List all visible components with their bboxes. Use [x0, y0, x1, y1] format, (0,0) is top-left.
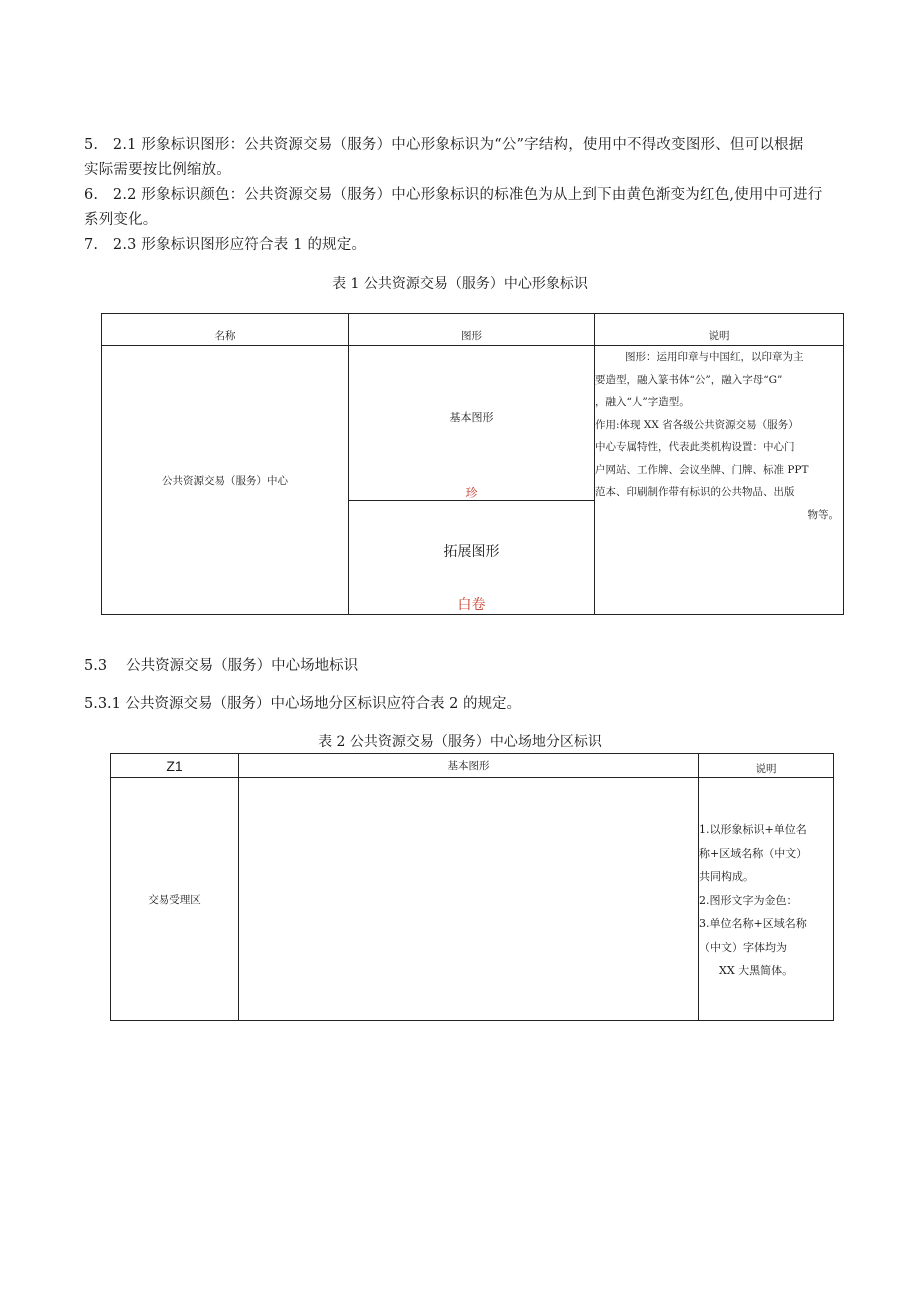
table1-basic-figure-cell [349, 346, 595, 501]
desc-line: 作用:体现 XX 省各级公共资源交易（服务） [595, 418, 799, 431]
desc-line: ，融入“人”字造型。 [595, 396, 690, 408]
table2-header-zone-code: Z1 [111, 754, 239, 778]
paragraph-line: 7. 2.3 形象标识图形应符合表 1 的规定。 [84, 237, 367, 253]
paragraph-5-2-1 [84, 133, 854, 183]
paragraph-5-2-2 [84, 183, 854, 233]
table2-header-description: 说明 [699, 754, 834, 778]
desc-line: 2.图形文字为金色： [699, 893, 798, 907]
paragraph-line: 6. 2.2 形象标识颜色：公共资源交易（服务）中心形象标识的标准色为从上到下由黄色渐变为红色,使用中可进行 [84, 187, 823, 203]
table2-header-figure: 基本图形 [239, 754, 699, 778]
desc-line: XX 大黑简体。 [719, 964, 794, 977]
table2-caption: 表 2 公共资源交易（服务）中心场地分区标识 [318, 734, 602, 750]
paragraph-line: 实际需要按比例缩放。 [84, 162, 231, 178]
desc-line: 称+区域名称（中文） [699, 846, 808, 860]
desc-line: 范本、印刷制作带有标识的公共物品、出版 [595, 486, 795, 498]
desc-line: 户网站、工作牌、会议坐牌、门牌、标准 PPT [595, 463, 809, 476]
desc-line: 物等。 [807, 508, 839, 521]
section-heading: 5.3 公共资源交易（服务）中心场地标识 [84, 658, 359, 674]
table2-figure-cell [239, 778, 699, 1021]
desc-line: （中文）字体均为 [699, 940, 787, 954]
zone-name: 交易受理区 [148, 893, 201, 906]
table1-caption: 表 1 公共资源交易（服务）中心形象标识 [332, 276, 588, 292]
extended-figure-mark: 白卷 [457, 597, 486, 613]
table2 [110, 753, 834, 1021]
paragraph-line: 5. 2.1 形象标识图形：公共资源交易（服务）中心形象标识为“公”字结构，使用中不得改变图形、但可以根据 [84, 137, 804, 153]
table1-name: 公共资源交易（服务）中心 [162, 474, 288, 487]
desc-line: 1.以形象标识+单位名 [699, 823, 807, 836]
extended-figure-label: 拓展图形 [443, 544, 500, 560]
table2-zone-cell [111, 778, 239, 1021]
desc-line: 共同构成。 [699, 870, 754, 883]
table2-description-cell [699, 778, 834, 1021]
table1-header-figure: 图形 [349, 314, 595, 346]
desc-line: 要造型，融入篆书体“公”，融入字母“G” [595, 373, 783, 386]
table1-name-cell [102, 346, 349, 615]
desc-line: 3.单位名称+区域名称 [699, 917, 807, 930]
table1-header-name: 名称 [102, 314, 349, 346]
table1 [101, 313, 844, 615]
desc-line: 图形：运用印章与中国红，以印章为主 [625, 351, 804, 363]
table1-header-description: 说明 [595, 314, 844, 346]
table1-description-cell [595, 346, 844, 615]
section-paragraph: 5.3.1 公共资源交易（服务）中心场地分区标识应符合表 2 的规定。 [84, 696, 521, 712]
paragraph-5-2-3 [84, 233, 854, 258]
paragraph-line: 系列变化。 [84, 212, 158, 228]
basic-figure-label: 基本图形 [449, 411, 494, 424]
desc-line: 中心专属特性，代表此类机构设置：中心门 [595, 441, 795, 453]
basic-figure-mark: 珍 [465, 486, 478, 500]
table1-extended-figure-cell [349, 501, 595, 615]
